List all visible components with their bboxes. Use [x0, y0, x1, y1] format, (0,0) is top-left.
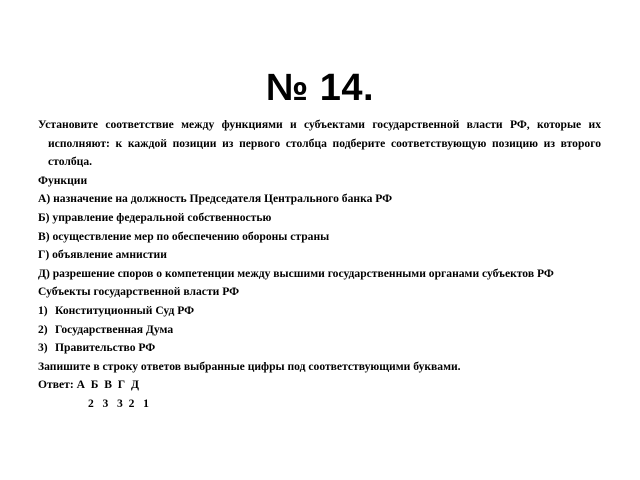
subject-item [38, 339, 601, 358]
slide-title: № 14. [265, 67, 375, 110]
subject-label: Правительство РФ [55, 341, 156, 355]
answer-digit: 2 [128, 396, 135, 410]
subject-item [38, 321, 601, 340]
answer-letter: А [76, 378, 85, 392]
subject-label: Конституционный Суд РФ [55, 303, 195, 317]
function-item: Б) управление федеральной собственностью [38, 210, 272, 224]
answer-digit: 1 [143, 396, 149, 410]
subjects-heading: Субъекты государственной власти РФ [38, 285, 240, 299]
answer-digit: 3 [102, 396, 109, 410]
answer-digit: 2 [88, 396, 94, 410]
subject-label: Государственная Дума [55, 322, 174, 336]
function-item: Г) объявление амнистии [38, 248, 167, 262]
subject-number: 1) [38, 303, 48, 317]
subject-number: 3) [38, 341, 48, 355]
answer-letter: В [104, 378, 112, 392]
answer-digit: 3 [117, 396, 123, 410]
function-item: Д) разрешение споров о компетенции между высшими государственными органами субъектов РФ [38, 266, 554, 280]
function-item: В) осуществление мер по обеспечению обороны страны [38, 229, 330, 243]
subject-number: 2) [38, 322, 48, 336]
function-item: А) назначение на должность Председателя Центрального банка РФ [38, 192, 393, 206]
functions-heading: Функции [38, 173, 88, 187]
answer-instruction: Запишите в строку ответов выбранные цифры под соответствующими буквами. [38, 359, 461, 373]
answer-digits-row [38, 395, 601, 414]
answer-label: Ответ: [38, 378, 74, 392]
answer-letter: Д [130, 378, 139, 392]
task-body [38, 116, 601, 414]
answer-letter: Б [90, 378, 99, 392]
answer-row [38, 376, 601, 395]
task-instruction: Установите соответствие между функциями и субъектами государственной власти РФ, которые их исполняют: к каждой позиции из первого столбца подберите соответствующую позицию из второго столбца. [38, 118, 601, 169]
answer-letter: Г [117, 378, 126, 392]
subject-item [38, 302, 601, 321]
